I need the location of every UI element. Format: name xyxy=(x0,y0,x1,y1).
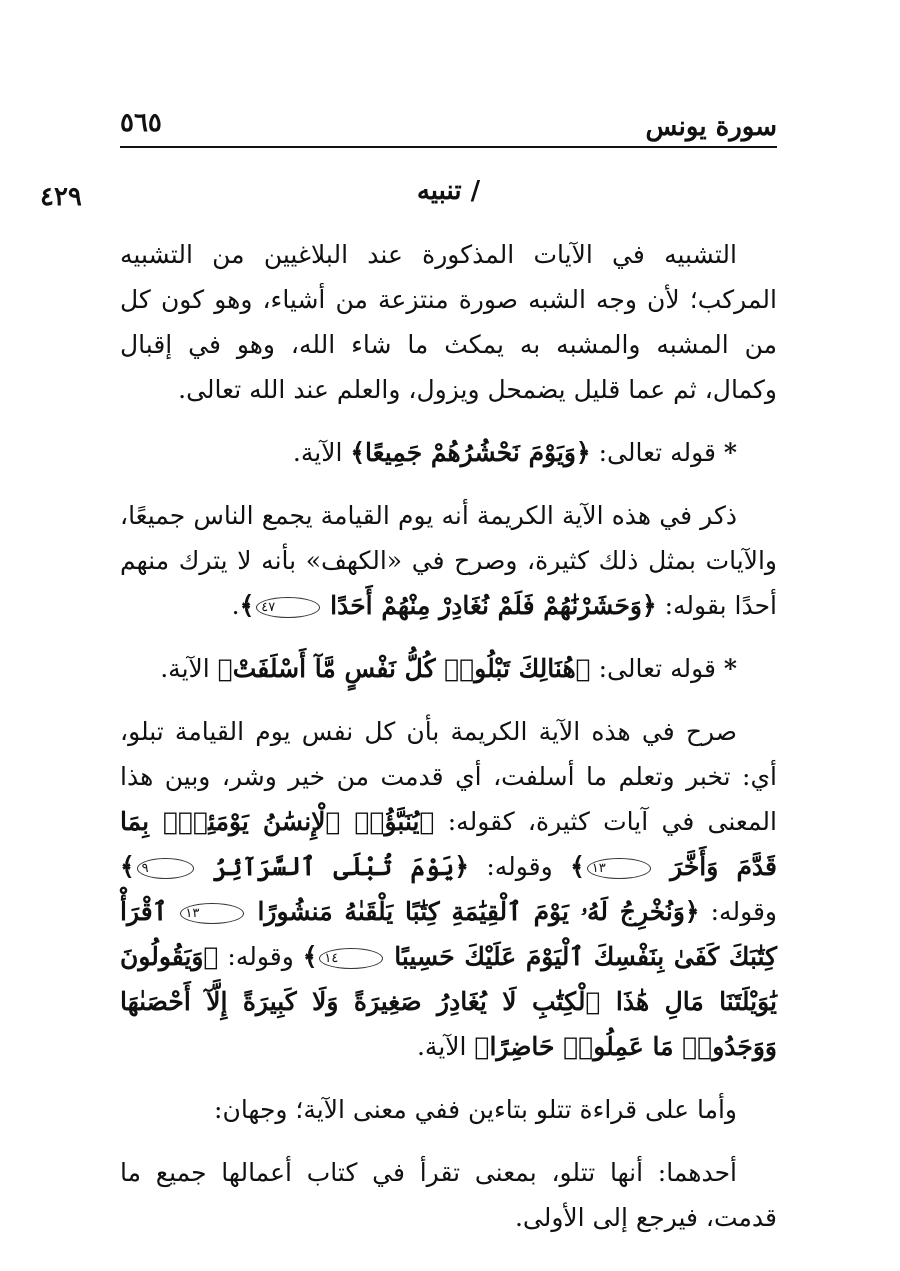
ayah-number-marker: ١٣ xyxy=(587,858,651,879)
verse-close-bracket: ﴾ xyxy=(239,591,255,620)
paragraph-simile-note: التشبيه في الآيات المذكورة عند البلاغيين من التشبيه المركب؛ لأن وجه الشبه صورة منتزعة من أشياء، وهو كون كل من المشبه والمشبه به يمكث ما شاء الله، وهو في إقبال وكمال، ثم عما قليل يضمحل ويزول، والعلم عند الله تعالى. xyxy=(120,240,777,404)
ayah-number-marker: ٤٧ xyxy=(256,597,320,618)
verse-open-bracket: ﴿ xyxy=(576,438,591,467)
star-marker: * xyxy=(723,654,737,683)
period: . xyxy=(231,591,240,620)
quran-verse: يُنَبَّؤُا۟ ٱلْإِنسَٰنُ يَوْمَئِذٍۭ بِمَا قَدَّمَ وَأَخَّرَ xyxy=(120,807,777,881)
star-marker: * xyxy=(723,438,737,467)
verse-close-bracket: ﴾ xyxy=(217,654,233,683)
ayah-number-marker: ١٣ xyxy=(180,903,244,924)
verse-open-bracket: ﴿ xyxy=(419,807,435,836)
paragraph-text: وقوله: xyxy=(227,942,294,971)
paragraph-text: وقوله: xyxy=(486,852,553,881)
quote-line-1 xyxy=(120,430,777,475)
ayah-number-marker: ٩ xyxy=(137,858,194,879)
surah-title: سورة يونس xyxy=(645,112,777,142)
quran-verse: ٱقْرَأْ كِتَٰبَكَ كَفَىٰ بِنَفْسِكَ ٱلْيَوْمَ عَلَيْكَ حَسِيبًا xyxy=(120,897,777,971)
quran-verse: وَحَشَرْنَٰهُمْ فَلَمْ نُغَادِرْ مِنْهُمْ أَحَدًا xyxy=(330,591,642,620)
section-title: / تنبيه xyxy=(416,176,481,206)
running-header xyxy=(120,102,777,148)
quote-line-2 xyxy=(120,646,777,691)
quote-lead: قوله تعالى: xyxy=(598,438,716,467)
quran-verse: وَيَوْمَ نَحْشُرُهُمْ جَمِيعًا xyxy=(365,438,576,467)
verse-close-bracket: ﴾ xyxy=(120,852,135,881)
quote-tail: الآية. xyxy=(160,654,210,683)
body-text xyxy=(120,232,777,1240)
verse-close-bracket: ﴾ xyxy=(350,438,366,467)
quran-verse: وَيَقُولُونَ يَٰوَيْلَتَنَا مَالِ هَٰذَا ٱلْكِتَٰبِ لَا يُغَادِرُ صَغِيرَةً وَلَا كَبِيرَةً إِلَّآ أَحْصَىٰهَا وَوَجَدُوا۟ مَا عَمِلُوا۟ حَاضِرًا xyxy=(120,942,777,1061)
quote-lead: قوله تعالى: xyxy=(598,654,716,683)
margin-page-reference: ٤٢٩ xyxy=(40,182,82,212)
ayah-number-marker: ١٤ xyxy=(319,948,383,969)
verse-close-bracket: ﴾ xyxy=(570,852,585,881)
quote-tail: الآية. xyxy=(292,438,343,467)
verse-open-bracket: ﴿ xyxy=(684,897,700,926)
paragraph-text: صرح في هذه الآية الكريمة بأن كل نفس يوم القيامة تبلو، أي: تخبر وتعلم ما أسلفت، أي قدمت من خير وشر، وبين هذا المعنى في آيات كثيرة، كقوله: xyxy=(120,717,777,836)
quran-verse: هُنَالِكَ تَبْلُوا۟ كُلُّ نَفْسٍ مَّآ أَسْلَفَتْ xyxy=(232,654,576,683)
verse-open-bracket: ﴿ xyxy=(454,852,469,881)
paragraph-text: ذكر في هذه الآية الكريمة أنه يوم القيامة يجمع الناس جميعًا، والآيات بمثل ذلك كثيرة، وصرح في «الكهف» بأنه لا يترك منهم أحدًا بقوله: xyxy=(120,501,777,620)
page-number: ٥٦٥ xyxy=(120,108,162,138)
quran-verse: وَنُخْرِجُ لَهُۥ يَوْمَ ٱلْقِيَٰمَةِ كِتَٰبًا يَلْقَىٰهُ مَنشُورًا xyxy=(257,897,685,926)
verse-close-bracket: ﴾ xyxy=(474,1032,490,1061)
quote-tail: الآية. xyxy=(416,1032,467,1061)
paragraph-two-readings: وأما على قراءة تتلو بتاءين ففي معنى الآية؛ وجهان: xyxy=(214,1095,737,1124)
verse-open-bracket: ﴿ xyxy=(203,942,219,971)
paragraph-first-reading: أحدهما: أنها تتلو، بمعنى تقرأ في كتاب أعمالها جميع ما قدمت، فيرجع إلى الأولى. xyxy=(120,1158,777,1232)
quran-verse: يَوْمَ تُبْلَى ٱلسَّرَآئِرُ xyxy=(213,852,455,881)
verse-open-bracket: ﴿ xyxy=(642,591,657,620)
verse-close-bracket: ﴾ xyxy=(302,942,318,971)
paragraph-gathering xyxy=(120,493,777,628)
paragraph-tablu xyxy=(120,709,777,1069)
verse-open-bracket: ﴿ xyxy=(575,654,591,683)
paragraph-text: وقوله: xyxy=(710,897,778,926)
